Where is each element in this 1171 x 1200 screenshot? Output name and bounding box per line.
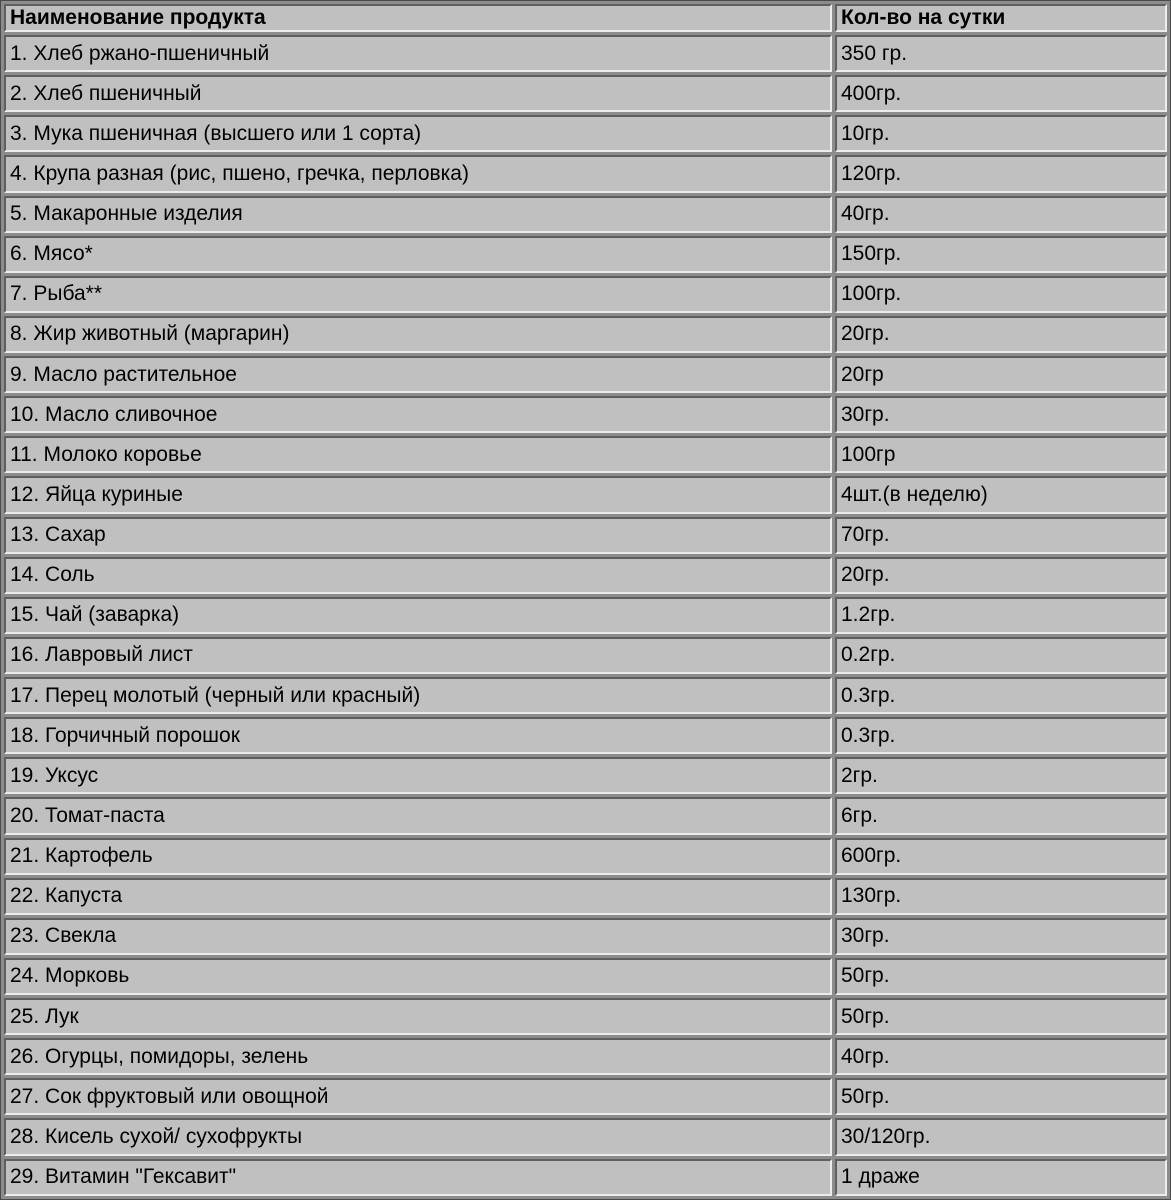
table-header-row xyxy=(4,4,1167,32)
table-row xyxy=(4,476,1167,513)
product-name-cell: 11. Молоко коровье xyxy=(4,436,832,473)
table-row xyxy=(4,637,1167,674)
table-row xyxy=(4,838,1167,875)
daily-quantity-cell: 30гр. xyxy=(835,918,1167,955)
table-row xyxy=(4,276,1167,313)
product-name-cell: 24. Морковь xyxy=(4,958,832,995)
product-name-cell: 14. Соль xyxy=(4,557,832,594)
header-product-name: Наименование продукта xyxy=(4,4,832,32)
daily-quantity-cell: 130гр. xyxy=(835,878,1167,915)
product-name-cell: 6. Мясо* xyxy=(4,236,832,273)
daily-quantity-cell: 30/120гр. xyxy=(835,1118,1167,1155)
product-name-cell: 8. Жир животный (маргарин) xyxy=(4,316,832,353)
table-row xyxy=(4,677,1167,714)
daily-quantity-cell: 20гр. xyxy=(835,557,1167,594)
table-row xyxy=(4,717,1167,754)
product-name-cell: 9. Масло растительное xyxy=(4,356,832,393)
daily-quantity-cell: 40гр. xyxy=(835,1038,1167,1075)
daily-quantity-cell: 20гр xyxy=(835,356,1167,393)
product-name-cell: 12. Яйца куриные xyxy=(4,476,832,513)
product-name-cell: 2. Хлеб пшеничный xyxy=(4,75,832,112)
product-name-cell: 26. Огурцы, помидоры, зелень xyxy=(4,1038,832,1075)
daily-quantity-cell: 100гр xyxy=(835,436,1167,473)
daily-quantity-cell: 4шт.(в неделю) xyxy=(835,476,1167,513)
table-row xyxy=(4,998,1167,1035)
product-name-cell: 10. Масло сливочное xyxy=(4,396,832,433)
daily-quantity-cell: 0.3гр. xyxy=(835,677,1167,714)
table-row xyxy=(4,918,1167,955)
daily-quantity-cell: 20гр. xyxy=(835,316,1167,353)
product-name-cell: 23. Свекла xyxy=(4,918,832,955)
table-row xyxy=(4,396,1167,433)
product-name-cell: 28. Кисель сухой/ сухофрукты xyxy=(4,1118,832,1155)
product-name-cell: 3. Мука пшеничная (высшего или 1 сорта) xyxy=(4,115,832,152)
daily-quantity-cell: 70гр. xyxy=(835,517,1167,554)
table-row xyxy=(4,155,1167,192)
daily-quantity-cell: 150гр. xyxy=(835,236,1167,273)
table-row xyxy=(4,236,1167,273)
product-name-cell: 4. Крупа разная (рис, пшено, гречка, перловка) xyxy=(4,155,832,192)
daily-quantity-cell: 400гр. xyxy=(835,75,1167,112)
product-name-cell: 18. Горчичный порошок xyxy=(4,717,832,754)
table-row xyxy=(4,115,1167,152)
daily-quantity-cell: 0.3гр. xyxy=(835,717,1167,754)
product-name-cell: 1. Хлеб ржано-пшеничный xyxy=(4,35,832,72)
table-row xyxy=(4,1159,1167,1197)
table-row xyxy=(4,878,1167,915)
daily-quantity-cell: 0.2гр. xyxy=(835,637,1167,674)
table-row xyxy=(4,1078,1167,1115)
daily-quantity-cell: 1 драже xyxy=(835,1159,1167,1197)
product-name-cell: 5. Макаронные изделия xyxy=(4,196,832,233)
table-row xyxy=(4,1038,1167,1075)
table-body xyxy=(4,35,1167,1196)
product-name-cell: 20. Томат-паста xyxy=(4,797,832,834)
table-row xyxy=(4,75,1167,112)
table-row xyxy=(4,757,1167,794)
daily-quantity-cell: 50гр. xyxy=(835,998,1167,1035)
daily-quantity-cell: 50гр. xyxy=(835,1078,1167,1115)
daily-quantity-cell: 100гр. xyxy=(835,276,1167,313)
table-row xyxy=(4,35,1167,72)
daily-quantity-cell: 6гр. xyxy=(835,797,1167,834)
product-name-cell: 22. Капуста xyxy=(4,878,832,915)
daily-quantity-cell: 120гр. xyxy=(835,155,1167,192)
table-row xyxy=(4,517,1167,554)
table-row xyxy=(4,316,1167,353)
daily-quantity-cell: 40гр. xyxy=(835,196,1167,233)
table-row xyxy=(4,597,1167,634)
daily-quantity-cell: 350 гр. xyxy=(835,35,1167,72)
product-name-cell: 25. Лук xyxy=(4,998,832,1035)
product-name-cell: 16. Лавровый лист xyxy=(4,637,832,674)
product-name-cell: 29. Витамин "Гексавит" xyxy=(4,1159,832,1197)
table-row xyxy=(4,196,1167,233)
table-row xyxy=(4,356,1167,393)
daily-quantity-cell: 10гр. xyxy=(835,115,1167,152)
daily-quantity-cell: 30гр. xyxy=(835,396,1167,433)
table-row xyxy=(4,958,1167,995)
daily-quantity-cell: 2гр. xyxy=(835,757,1167,794)
daily-quantity-cell: 1.2гр. xyxy=(835,597,1167,634)
daily-quantity-cell: 600гр. xyxy=(835,838,1167,875)
table-row xyxy=(4,436,1167,473)
table-row xyxy=(4,797,1167,834)
product-name-cell: 15. Чай (заварка) xyxy=(4,597,832,634)
table-row xyxy=(4,557,1167,594)
product-name-cell: 21. Картофель xyxy=(4,838,832,875)
header-daily-quantity: Кол-во на сутки xyxy=(835,4,1167,32)
product-name-cell: 19. Уксус xyxy=(4,757,832,794)
product-name-cell: 13. Сахар xyxy=(4,517,832,554)
table-row xyxy=(4,1118,1167,1155)
product-name-cell: 7. Рыба** xyxy=(4,276,832,313)
product-name-cell: 17. Перец молотый (черный или красный) xyxy=(4,677,832,714)
product-name-cell: 27. Сок фруктовый или овощной xyxy=(4,1078,832,1115)
daily-quantity-cell: 50гр. xyxy=(835,958,1167,995)
